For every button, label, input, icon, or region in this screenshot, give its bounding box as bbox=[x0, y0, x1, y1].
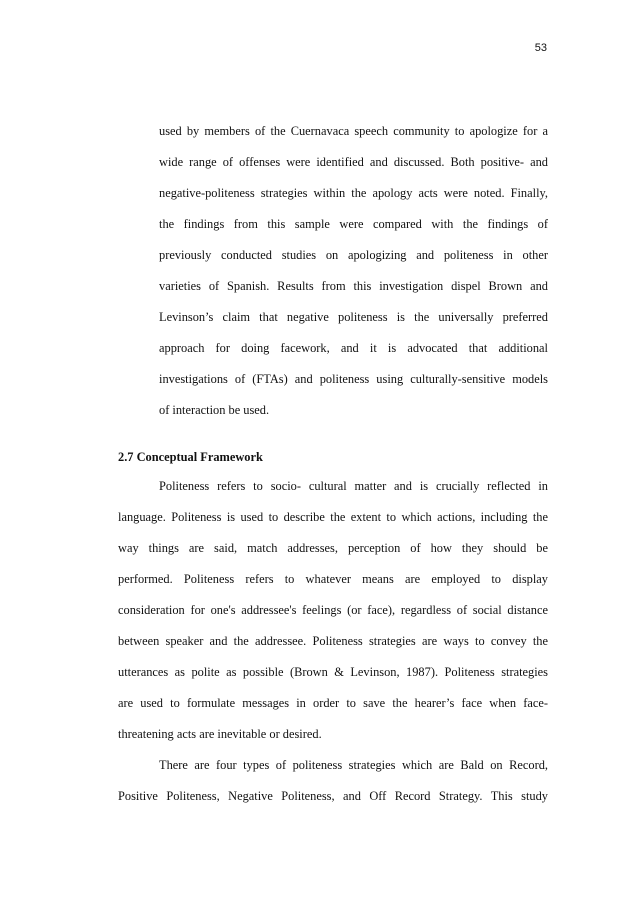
block-quote-line-10: of interaction be used. bbox=[159, 403, 270, 417]
paragraph-2-line-1: There are four types of politeness strategies which are Bald on Record, bbox=[159, 758, 548, 772]
block-quote-line-6: varieties of Spanish. Results from this investigation dispel Brown and bbox=[159, 279, 548, 293]
paragraph-1-line-1: Politeness refers to socio- cultural matter and is crucially reflected in bbox=[159, 479, 548, 493]
block-quote-line-8: approach for doing facework, and it is advocated that additional bbox=[159, 341, 548, 355]
block-quote-line-5: previously conducted studies on apologizing and politeness in other bbox=[159, 248, 548, 262]
paragraph-1-line-4: performed. Politeness refers to whatever means are employed to display bbox=[118, 572, 548, 586]
page-number: 53 bbox=[534, 42, 547, 54]
paragraph-1-line-9: threatening acts are inevitable or desired. bbox=[118, 727, 322, 741]
block-quote-line-2: wide range of offenses were identified and discussed. Both positive- and bbox=[159, 155, 548, 169]
block-quote-line-4: the findings from this sample were compared with the findings of bbox=[159, 217, 548, 231]
section-heading: 2.7 Conceptual Framework bbox=[118, 450, 263, 464]
block-quote-line-3: negative-politeness strategies within the apology acts were noted. Finally, bbox=[159, 186, 548, 200]
paragraph-1-line-7: utterances as polite as possible (Brown & Levinson, 1987). Politeness strategies bbox=[118, 665, 548, 679]
block-quote-line-1: used by members of the Cuernavaca speech community to apologize for a bbox=[159, 124, 548, 138]
paragraph-1-line-5: consideration for one's addressee's feelings (or face), regardless of social distance bbox=[118, 603, 548, 617]
paragraph-1-line-8: are used to formulate messages in order to save the hearer’s face when face- bbox=[118, 696, 548, 710]
paragraph-1-line-3: way things are said, match addresses, perception of how they should be bbox=[118, 541, 548, 555]
paragraph-2-line-2: Positive Politeness, Negative Politeness, and Off Record Strategy. This study bbox=[118, 789, 548, 803]
block-quote-line-9: investigations of (FTAs) and politeness using culturally-sensitive models bbox=[159, 372, 548, 386]
block-quote-line-7: Levinson’s claim that negative politeness is the universally preferred bbox=[159, 310, 548, 324]
paragraph-1-line-6: between speaker and the addressee. Politeness strategies are ways to convey the bbox=[118, 634, 548, 648]
paragraph-1-line-2: language. Politeness is used to describe the extent to which actions, including the bbox=[118, 510, 548, 524]
